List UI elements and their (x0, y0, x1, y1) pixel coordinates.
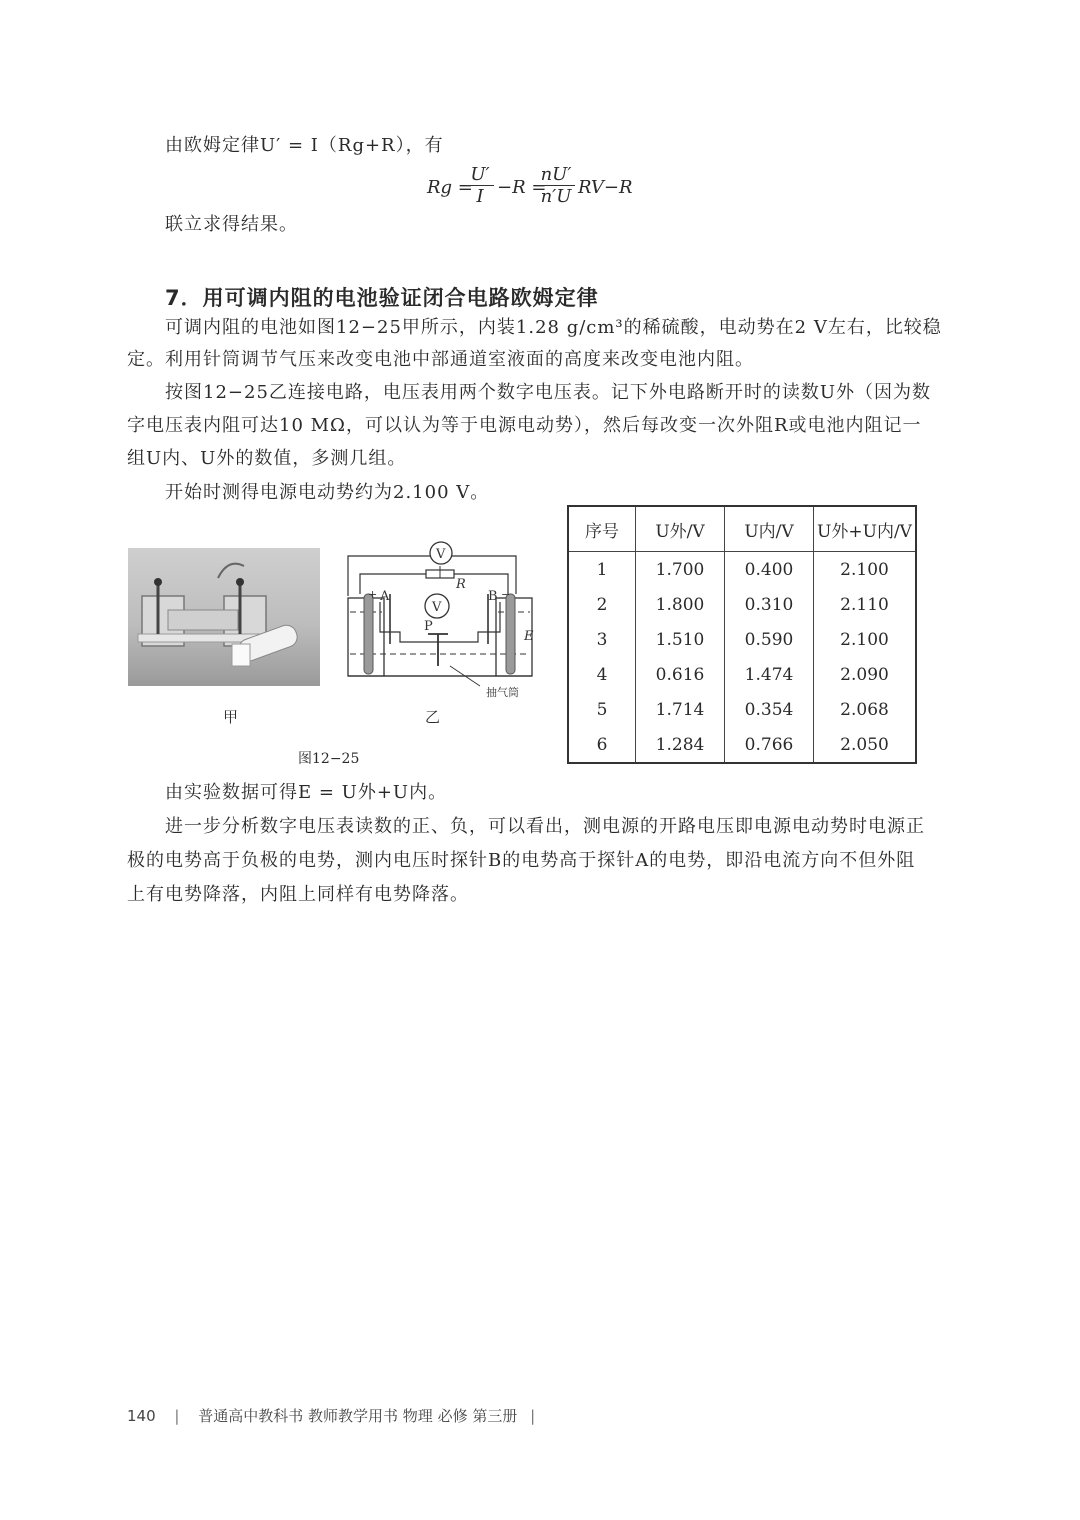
cell-u-sum: 2.110 (814, 587, 917, 622)
page-number: 140 (127, 1407, 156, 1425)
table-row (568, 727, 916, 763)
fraction-1-denominator: I (466, 185, 494, 207)
cell-index: 2 (596, 594, 608, 615)
cell-u-out: 1.510 (636, 622, 725, 657)
formula-mid: −R = (497, 177, 547, 198)
formula-lhs: Rg = (427, 177, 473, 198)
cell-index: 4 (596, 664, 608, 685)
intro-line: 由欧姆定律U′ = I（Rg+R），有 (165, 135, 444, 156)
table-row (568, 552, 916, 588)
table-row (568, 692, 916, 727)
cell-u-out: 1.800 (636, 587, 725, 622)
cell-u-in: 0.766 (725, 727, 814, 763)
figure-caption: 图12−25 (298, 751, 360, 767)
paragraph-line: 极的电势高于负极的电势，测内电压时探针B的电势高于探针A的电势，即沿电流方向不但外阻 (127, 850, 916, 871)
page-footer (127, 1405, 535, 1426)
circuit-diagram (340, 536, 540, 708)
result-line: 联立求得结果。 (165, 214, 298, 235)
header-u-in: U内/V (725, 506, 814, 552)
section-heading: 7．用可调内阻的电池验证闭合电路欧姆定律 (165, 286, 599, 310)
cell-u-out: 1.284 (636, 727, 725, 763)
header-u-out: U外/V (636, 506, 725, 552)
electrode-right (506, 594, 515, 674)
figure-label-b: 乙 (425, 708, 441, 726)
label-e: E (524, 629, 534, 644)
cell-u-out: 1.700 (636, 552, 725, 588)
footer-divider: | (530, 1407, 536, 1425)
label-p: P (424, 619, 433, 634)
paragraph-line: 定。利用针筒调节气压来改变电池中部通道室液面的高度来改变电池内阻。 (127, 349, 754, 370)
cell-index: 1 (596, 559, 608, 580)
cell-u-in: 0.590 (725, 622, 814, 657)
plus-sign: + (368, 588, 378, 601)
label-b: B (488, 589, 498, 604)
fraction-2-denominator: n′U (537, 185, 575, 207)
cell-u-out: 1.714 (636, 692, 725, 727)
paragraph-line: 开始时测得电源电动势约为2.100 V。 (165, 482, 490, 503)
table-header-row (568, 506, 916, 552)
conclusion-line: 由实验数据可得E = U外+U内。 (165, 782, 448, 803)
footer-divider: | (174, 1407, 180, 1425)
formula-tail: RV−R (578, 177, 633, 198)
fraction-2 (537, 164, 575, 207)
cell-u-in: 0.354 (725, 692, 814, 727)
paragraph-line: 字电压表内阻可达10 MΩ，可以认为等于电源电动势），然后每改变一次外阻R或电池内阻记一 (127, 415, 922, 436)
voltmeter-mid-label: V (432, 600, 442, 615)
header-u-sum: U外+U内/V (814, 506, 917, 552)
paragraph-line: 上有电势降落，内阻上同样有电势降落。 (127, 884, 469, 905)
cell-u-sum: 2.100 (814, 622, 917, 657)
minus-sign: − (501, 588, 511, 601)
cell-u-sum: 2.100 (814, 552, 917, 588)
fraction-1 (466, 164, 494, 207)
cell-u-sum: 2.050 (814, 727, 917, 763)
resistor-label: R (456, 577, 466, 592)
voltmeter-top-label: V (436, 547, 446, 562)
cell-u-in: 0.310 (725, 587, 814, 622)
cell-index: 5 (596, 699, 608, 720)
pump-label: 抽气筒 (486, 686, 519, 699)
data-table (567, 505, 917, 764)
paragraph-line: 进一步分析数字电压表读数的正、负，可以看出，测电源的开路电压即电源电动势时电源正 (165, 816, 925, 837)
cell-u-in: 0.400 (725, 552, 814, 588)
paragraph-line: 按图12−25乙连接电路，电压表用两个数字电压表。记下外电路断开时的读数U外（因为数 (165, 382, 932, 403)
cell-u-sum: 2.090 (814, 657, 917, 692)
fraction-1-numerator: U′ (470, 164, 490, 185)
cell-index: 6 (596, 734, 608, 755)
table-row (568, 587, 916, 622)
battery-photo (128, 548, 320, 686)
label-a: A (380, 589, 390, 604)
cell-u-in: 1.474 (725, 657, 814, 692)
figure-label-a: 甲 (223, 708, 239, 726)
paragraph-line: 可调内阻的电池如图12−25甲所示，内装1.28 g/cm³的稀硫酸，电动势在2 V左右，比较稳 (165, 317, 942, 338)
table-row (568, 622, 916, 657)
cell-index: 3 (596, 629, 608, 650)
cell-u-out: 0.616 (636, 657, 725, 692)
paragraph-line: 组U内、U外的数值，多测几组。 (127, 448, 407, 469)
electrode-left (364, 594, 373, 674)
header-index: 序号 (568, 506, 636, 552)
cell-u-sum: 2.068 (814, 692, 917, 727)
table-row (568, 657, 916, 692)
book-title: 普通高中教科书 教师教学用书 物理 必修 第三册 (198, 1407, 518, 1425)
fraction-2-numerator: nU′ (540, 164, 572, 185)
